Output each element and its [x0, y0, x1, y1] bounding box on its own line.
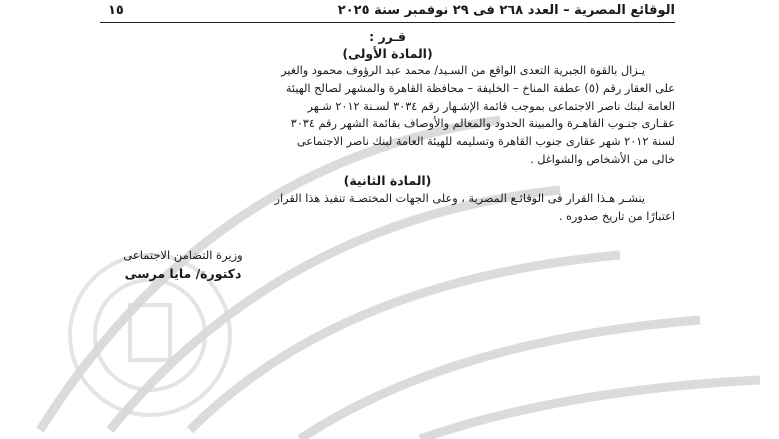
article-1-line: عقـارى جنـوب القاهـرة والمبينة الحدود والمعالم والأوصاف بقائمة الشهر رقم ٣٠٣٤: [290, 117, 675, 131]
article-1-text: [100, 62, 675, 169]
article-1-line: العامة لبنك ناصر الاجتماعى بموجب قائمة الإشـهار رقم ٣٠٣٤ لسـنة ٢٠١٢ شـهر: [307, 99, 675, 113]
article-2-text: [100, 190, 675, 226]
article-1-line: خالى من الأشخاص والشواغل .: [530, 152, 675, 166]
decision-heading: قـرر :: [369, 29, 406, 44]
article-1-line: يـزال بالقوة الجبرية التعدى الواقع من السـيد/ محمد عبد الرؤوف محمود والغير: [281, 64, 645, 77]
article-2-line: ينشـر هـذا القرار فى الوقائـع المصرية ، وعلى الجهات المختصـة تنفيذ هذا القرار: [274, 191, 645, 205]
signatory-name: دكتورة/ مايا مرسى: [124, 266, 242, 281]
page-number: ١٥: [108, 3, 124, 18]
decree-body: [100, 28, 675, 225]
gazette-issue-title: الوقائع المصرية – العدد ٢٦٨ فى ٢٩ نوفمبر سنة ٢٠٢٥: [337, 3, 675, 18]
minister-title: وزيرة التضامن الاجتماعى: [123, 248, 243, 262]
article-1-line: لسنة ٢٠١٢ شهر عقارى جنوب القاهرة وتسليمه للهيئة العامة لبنك ناصر الاجتماعى: [296, 135, 675, 149]
article-1-line: على العقار رقم (٥) عطفة المناخ – الخليفة – محافظة القاهرة والمشهر لصالح الهيئة: [285, 81, 675, 95]
article-1-heading: (المادة الأولى): [342, 46, 433, 61]
article-2-heading: (المادة الثانية): [343, 172, 432, 188]
signature-block: [118, 246, 248, 284]
page-header: [100, 0, 675, 23]
article-2-line: اعتبارًا من تاريخ صدوره .: [558, 209, 675, 223]
